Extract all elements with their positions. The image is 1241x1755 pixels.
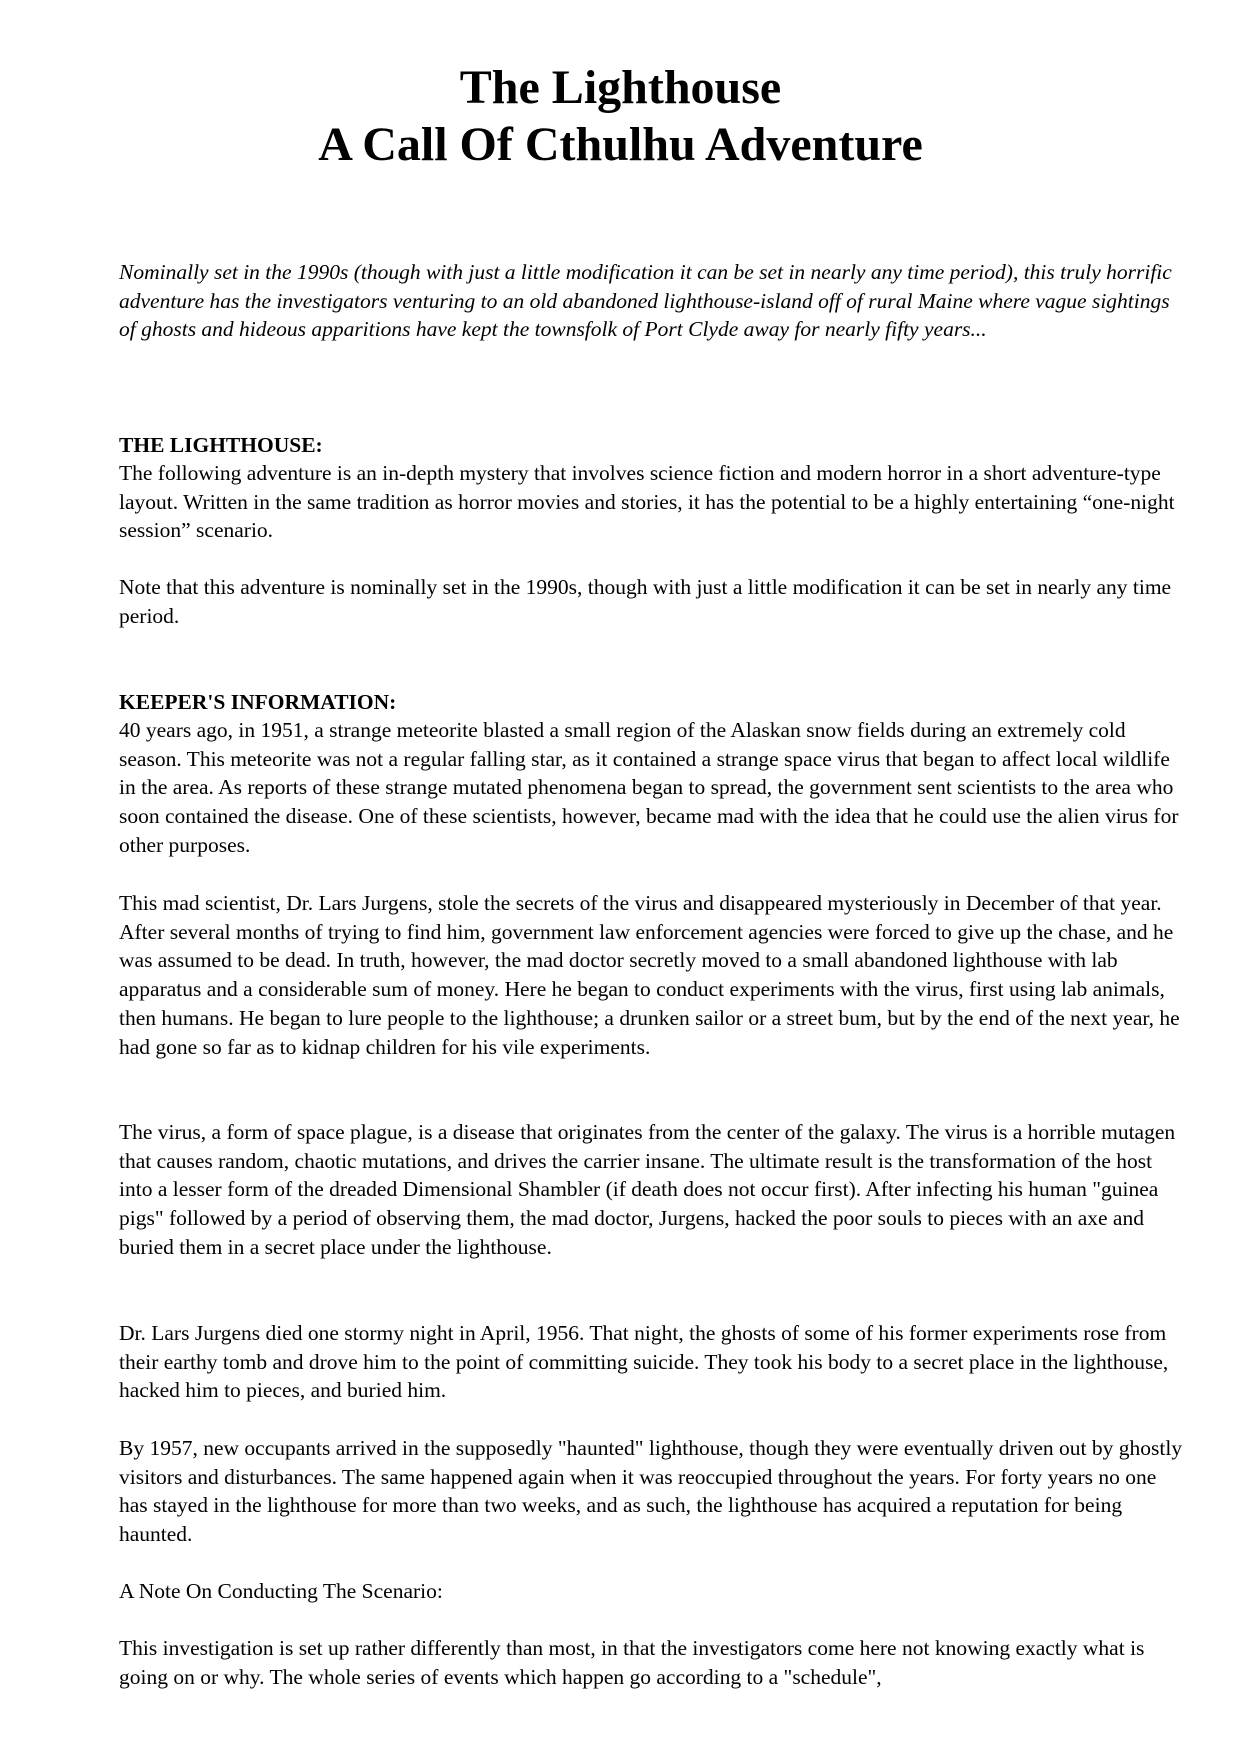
document-subtitle: A Call Of Cthulhu Adventure: [318, 118, 923, 171]
keeper-paragraph-3: The virus, a form of space plague, is a disease that originates from the center of the galaxy. The virus is a horrible mutagen that causes random, chaotic mutations, and drives the carrier insane. The ultimate result is the transformation of the host into a lesser form of the dreaded Dimensional Shambler (if death does not occur first). After infecting his human "guinea pigs" followed by a period of observing them, the mad doctor, Jurgens, hacked the poor souls to pieces with an axe and buried them in a secret place under the lighthouse.: [119, 1120, 1176, 1259]
lighthouse-heading: THE LIGHTHOUSE:: [119, 433, 323, 457]
note-heading: A Note On Conducting The Scenario:: [119, 1579, 443, 1603]
keeper-heading: KEEPER'S INFORMATION:: [119, 690, 397, 714]
keeper-paragraph-2: This mad scientist, Dr. Lars Jurgens, stole the secrets of the virus and disappeared mysteriously in December of that year. After several months of trying to find him, government law enforcement agencies were forced to give up the chase, and he was assumed to be dead. In truth, however, the mad doctor secretly moved to a small abandoned lighthouse with lab apparatus and a considerable sum of money. Here he began to conduct experiments with the virus, first using lab animals, then humans. He began to lure people to the lighthouse; a drunken sailor or a street bum, but by the end of the next year, he had gone so far as to kidnap children for his vile experiments.: [119, 891, 1180, 1059]
lighthouse-paragraph-1: The following adventure is an in-depth mystery that involves science fiction and modern horror in a short adventure-type layout. Written in the same tradition as horror movies and stories, it has the potential to be a highly entertaining “one-night session” scenario.: [119, 461, 1175, 543]
document-title: The Lighthouse: [459, 61, 782, 114]
keeper-paragraph-5: By 1957, new occupants arrived in the supposedly "haunted" lighthouse, though they were eventually driven out by ghostly visitors and disturbances. The same happened again when it was reoccupied throughout the years. For forty years no one has stayed in the lighthouse for more than two weeks, and as such, the lighthouse has acquired a reputation for being haunted.: [119, 1436, 1183, 1547]
lighthouse-paragraph-2: Note that this adventure is nominally set in the 1990s, though with just a little modification it can be set in nearly any time period.: [119, 575, 1172, 628]
intro-paragraph: Nominally set in the 1990s (though with just a little modification it can be set in nearly any time period), this truly horrific adventure has the investigators venturing to an old abandoned lighthouse-island off of rural Maine where vague sightings of ghosts and hideous apparitions have kept the townsfolk of Port Clyde away for nearly fifty years...: [119, 260, 1172, 342]
keeper-paragraph-1: 40 years ago, in 1951, a strange meteorite blasted a small region of the Alaskan snow fields during an extremely cold season. This meteorite was not a regular falling star, as it contained a strange space virus that began to affect local wildlife in the area. As reports of these strange mutated phenomena began to spread, the government sent scientists to the area who soon contained the disease. One of these scientists, however, became mad with the idea that he could use the alien virus for other purposes.: [119, 718, 1179, 857]
keeper-paragraph-6: This investigation is set up rather differently than most, in that the investigators come here not knowing exactly what is going on or why. The whole series of events which happen go according to a "schedule",: [119, 1636, 1145, 1689]
keeper-paragraph-4: Dr. Lars Jurgens died one stormy night in April, 1956. That night, the ghosts of some of his former experiments rose from their earthy tomb and drove him to the point of committing suicide. They took his body to a secret place in the lighthouse, hacked him to pieces, and buried him.: [119, 1321, 1169, 1403]
